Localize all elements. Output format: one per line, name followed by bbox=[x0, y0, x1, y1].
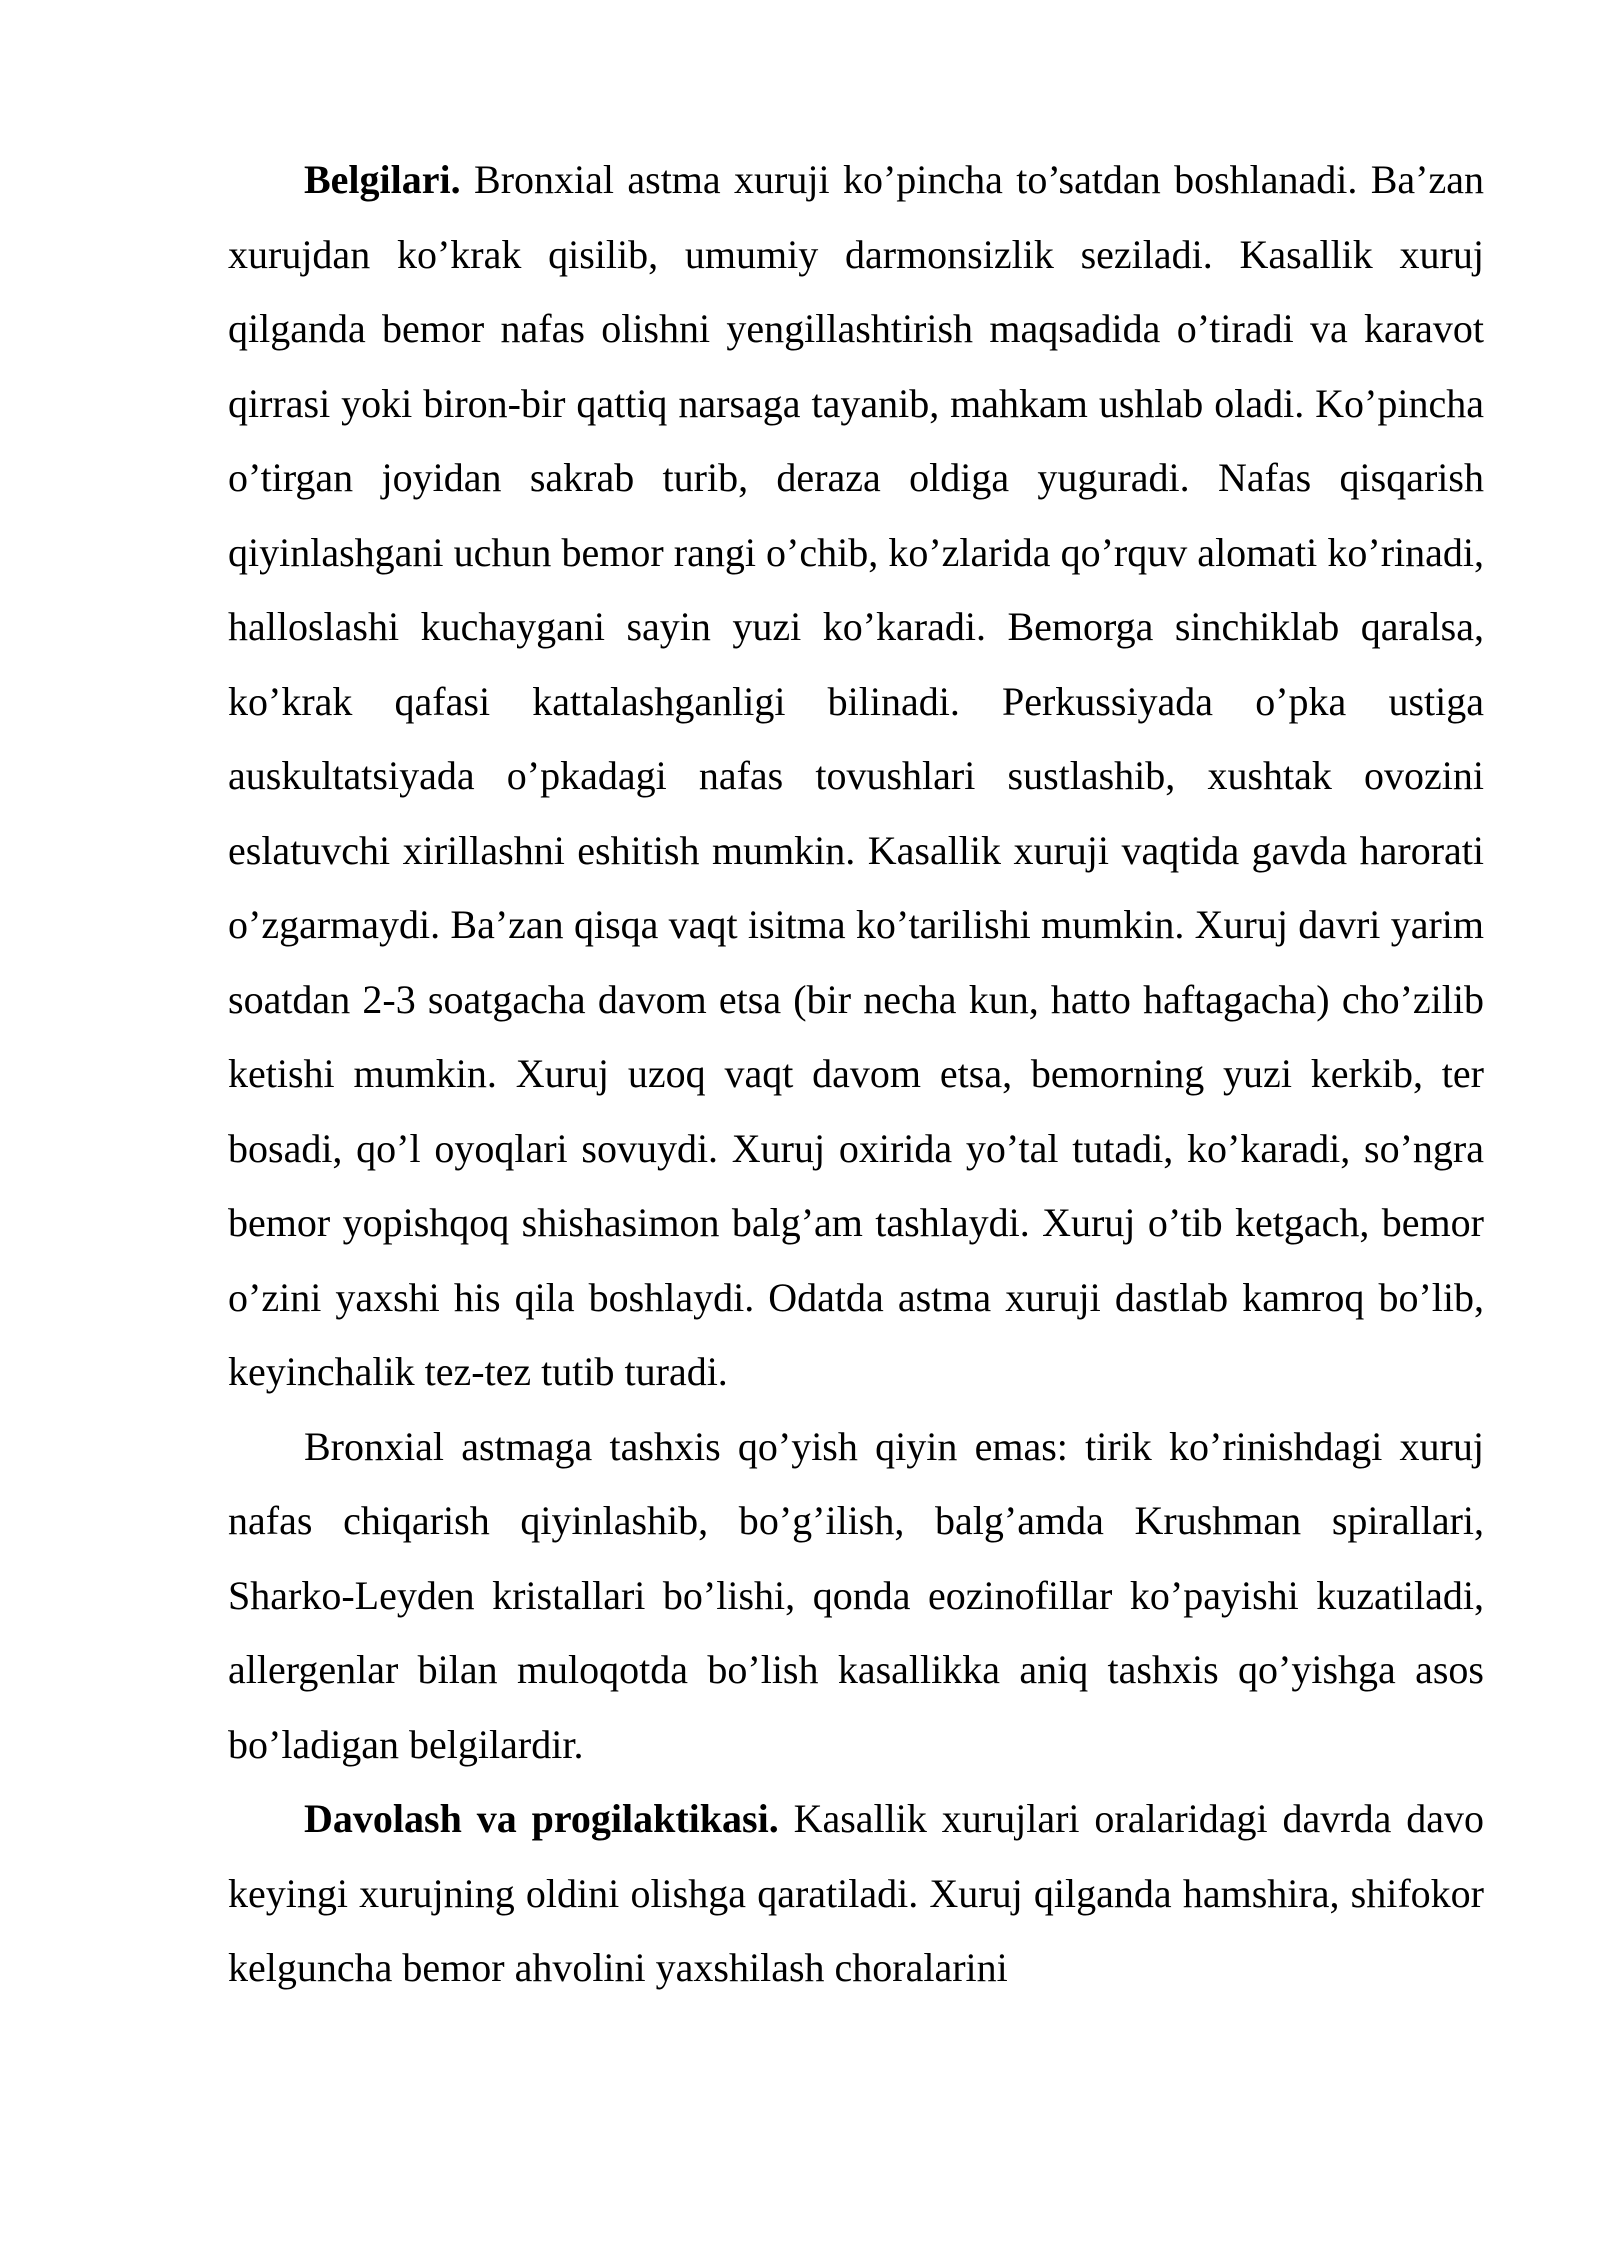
heading-symptoms: Belgilari. bbox=[304, 157, 461, 202]
paragraph-symptoms-text: Bronxial astma xuruji ko’pincha to’satdan boshlanadi. Ba’zan xurujdan ko’krak qisilib, umumiy darmonsizlik seziladi. Kasallik xuruj qilganda bemor nafas olishni yengillashtirish maqsadida o’tiradi va karavot qirrasi yoki biron-bir qattiq narsaga tayanib, mahkam ushlab oladi. Ko’pincha o’tirgan joyidan sakrab turib, deraza oldiga yuguradi. Nafas qisqarish qiyinlashgani uchun bemor rangi o’chib, ko’zlarida qo’rquv alomati ko’rinadi, halloslashi kuchaygani sayin yuzi ko’karadi. Bemorga sinchiklab qaralsa, ko’krak qafasi kattalashganligi bilinadi. Perkussiyada o’pka ustiga auskultatsiyada o’pkadagi nafas tovushlari sustlashib, xushtak ovozini eslatuvchi xirillashni eshitish mumkin. Kasallik xuruji vaqtida gavda harorati o’zgarmaydi. Ba’zan qisqa vaqt isitma ko’tarilishi mumkin. Xuruj davri yarim soatdan 2-3 soatgacha davom etsa (bir necha kun, hatto haftagacha) cho’zilib ketishi mumkin. Xuruj uzoq vaqt davom etsa, bemorning yuzi kerkib, ter bosadi, qo’l oyoqlari sovuydi. Xuruj oxirida yo’tal tutadi, ko’karadi, so’ngra bemor yopishqoq shishasimon balg’am tashlaydi. Xuruj o’tib ketgach, bemor o’zini yaxshi his qila boshlaydi. Odatda astma xuruji dastlab kamroq bo’lib, keyinchalik tez-tez tutib turadi. bbox=[228, 157, 1484, 1394]
paragraph-symptoms bbox=[228, 143, 1484, 1410]
paragraph-diagnosis-text: Bronxial astmaga tashxis qo’yish qiyin emas: tirik ko’rinishdagi xuruj nafas chiqarish qiyinlashib, bo’g’ilish, balg’amda Krushman spirallari, Sharko-Leyden kristallari bo’lishi, qonda eozinofillar ko’payishi kuzatiladi, allergenlar bilan muloqotda bo’lish kasallikka aniq tashxis qo’yishga asos bo’ladigan belgilardir. bbox=[228, 1423, 1484, 1767]
paragraph-treatment-text: Kasallik xurujlari oralaridagi davrda davo keyingi xurujning oldini olishga qaratiladi. Xuruj qilganda hamshira, shifokor kelguncha bemor ahvolini yaxshilash choralarini bbox=[228, 1796, 1485, 1990]
document-page bbox=[228, 143, 1484, 2006]
paragraph-diagnosis bbox=[228, 1410, 1484, 1783]
paragraph-treatment bbox=[228, 1782, 1484, 2006]
heading-treatment: Davolash va progilaktikasi. bbox=[304, 1796, 779, 1841]
